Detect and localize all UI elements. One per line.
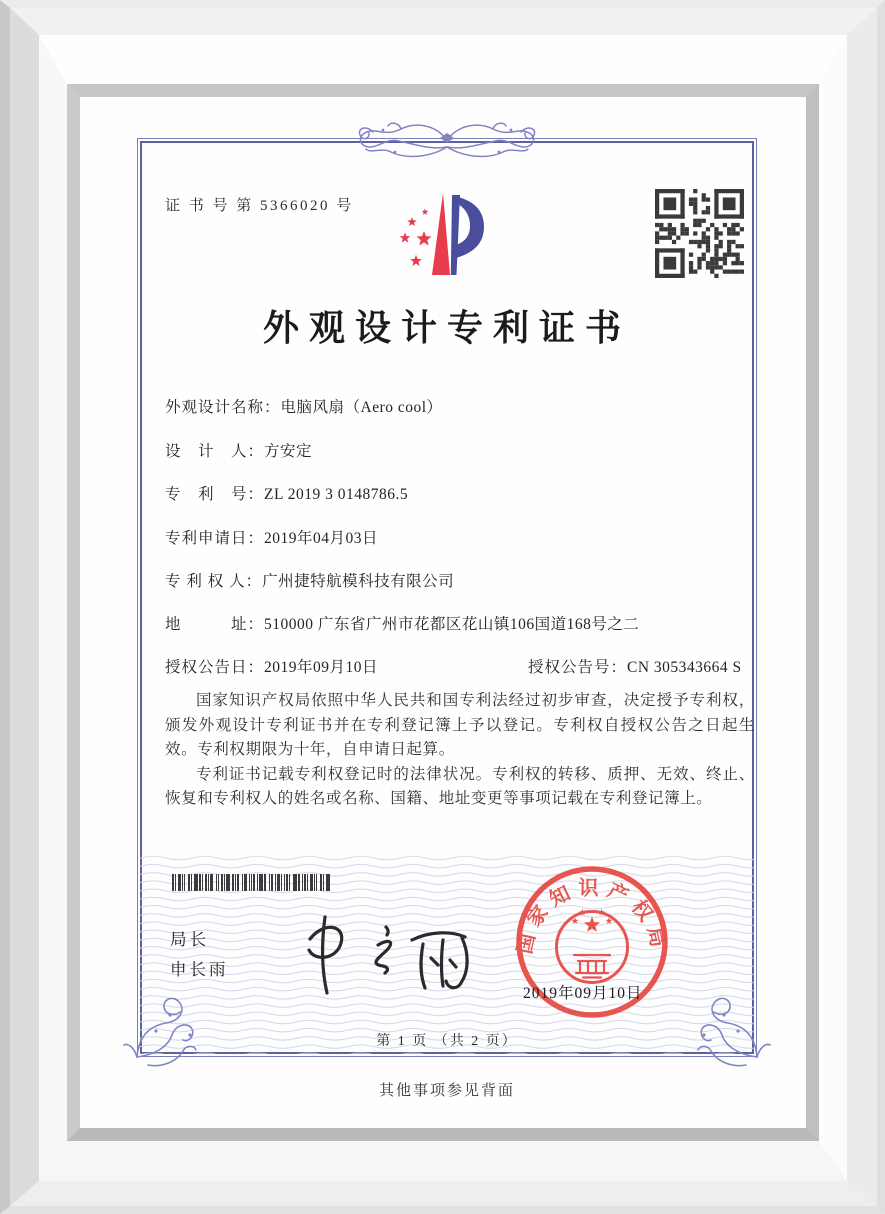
seal-date: 2019年09月10日	[523, 985, 643, 1002]
seal-text: 国家知识产权局	[513, 877, 671, 956]
certificate-page	[80, 97, 806, 1128]
field-grant-row	[165, 655, 755, 677]
legal-text	[165, 689, 755, 812]
field-label: 设 计 人：	[165, 443, 265, 460]
field-label: 专利申请日：	[165, 530, 265, 547]
field-patentee	[165, 569, 454, 591]
qr-code	[655, 189, 744, 278]
field-value: 方安定	[264, 443, 313, 460]
picture-frame-lip	[67, 84, 819, 1141]
field-value: 510000 广东省广州市花都区花山镇106国道168号之二	[264, 616, 640, 633]
picture-frame-bevel	[39, 35, 847, 1181]
certificate-title: 外观设计专利证书	[262, 308, 631, 348]
body-paragraph-2: 专利证书记载专利权登记时的法律状况。专利权的转移、质押、无效、终止、恢复和专利权人的姓名或名称、国籍、地址变更等事项记载在专利登记簿上。	[165, 765, 755, 808]
grant-number	[528, 655, 742, 677]
page-number: 第 1 页 （共 2 页）	[376, 1034, 518, 1049]
field-value: CN 305343664 S	[627, 659, 742, 676]
grant-date	[165, 659, 378, 676]
field-value: 2019年09月10日	[264, 659, 379, 676]
cnipa-logo-icon	[392, 189, 492, 281]
field-value: ZL 2019 3 0148786.5	[264, 486, 409, 503]
signatory-title: 局长	[170, 930, 209, 949]
signature-icon	[290, 909, 480, 1001]
field-value: 广州捷特航模科技有限公司	[262, 573, 455, 590]
signatory-name: 申长雨	[170, 960, 229, 979]
body-paragraph-1: 国家知识产权局依照中华人民共和国专利法经过初步审查，决定授予专利权，颁发外观设计专利证书并在专利登记簿上予以登记。专利权自授权公告之日起生效。专利权期限为十年，自申请日起算。	[165, 692, 755, 759]
field-label: 授权公告号：	[528, 659, 628, 676]
field-label: 地 址：	[165, 616, 265, 633]
field-patent-number	[165, 482, 408, 504]
signatory-block	[170, 925, 229, 985]
field-label: 专 利 号：	[165, 486, 265, 503]
certificate-number: 证 书 号 第 5366020 号	[165, 198, 354, 214]
field-application-date	[165, 526, 378, 548]
svg-text:国家知识产权局	[513, 877, 671, 956]
field-label: 专 利 权 人：	[165, 573, 263, 590]
picture-frame	[10, 8, 877, 1206]
field-design-name	[165, 395, 443, 417]
field-value: 电脑风扇（Aero cool）	[280, 399, 443, 416]
barcode	[172, 874, 332, 891]
field-label: 外观设计名称：	[165, 399, 281, 416]
field-label: 授权公告日：	[165, 659, 265, 676]
back-note: 其他事项参见背面	[378, 1083, 515, 1099]
field-value: 2019年04月03日	[264, 530, 379, 547]
top-flourish-icon	[337, 116, 557, 162]
field-designer	[165, 439, 312, 461]
field-address	[165, 612, 639, 634]
